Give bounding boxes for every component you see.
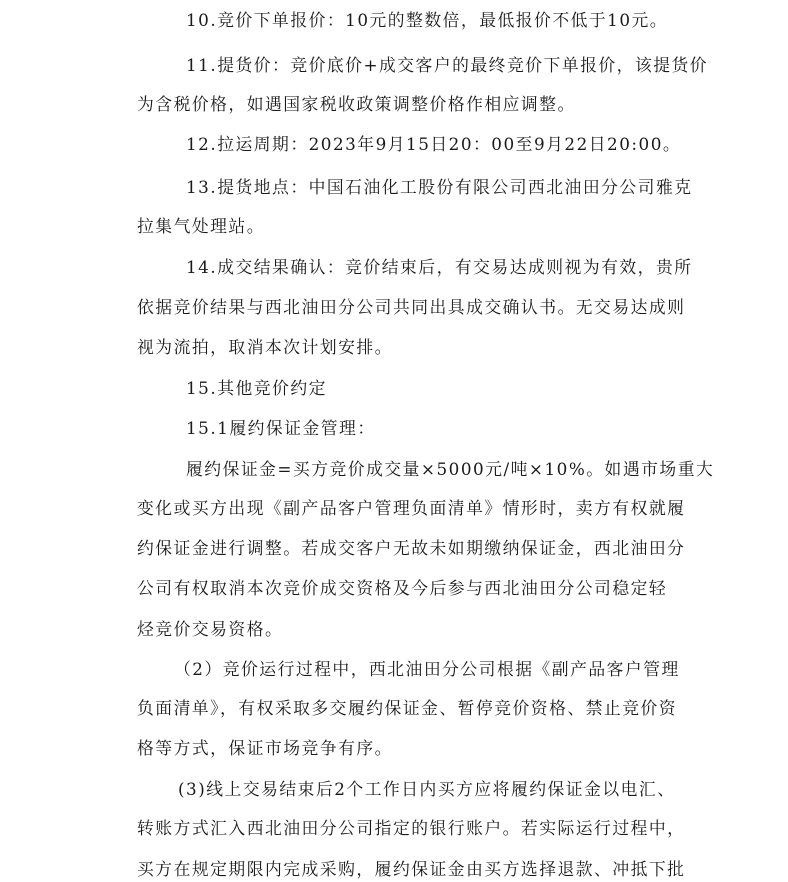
text-line-9: 视为流拍，取消本次计划安排。 [137,337,393,357]
text-line-21: 转账方式汇入西北油田分公司指定的银行账户。若实际运行过程中， [137,818,686,838]
text-line-12: 履约保证金=买方竞价成交量×5000元/吨×10%。如遇市场重大 [186,459,715,479]
text-line-10: 15.其他竞价约定 [186,378,327,398]
text-line-19: 格等方式，保证市场竞争有序。 [137,738,393,758]
text-line-18: 负面清单》，有权采取多交履约保证金、暂停竞价资格、禁止竞价资 [137,698,678,718]
text-line-2: 11.提货价：竞价底价+成交客户的最终竞价下单报价，该提货价 [186,55,709,75]
text-line-14: 约保证金进行调整。若成交客户无故未如期缴纳保证金，西北油田分 [137,538,686,558]
text-line-1: 10.竞价下单报价：10元的整数倍，最低报价不低于10元。 [186,10,669,30]
text-line-8: 依据竞价结果与西北油田分公司共同出具成交确认书。无交易达成则 [137,297,686,317]
text-line-11: 15.1履约保证金管理： [186,418,376,438]
text-line-16: 烃竞价交易资格。 [137,619,284,639]
text-line-17: （2）竞价运行过程中，西北油田分公司根据《副产品客户管理 [174,659,680,679]
text-line-7: 14.成交结果确认：竞价结束后，有交易达成则视为有效，贵所 [186,257,693,277]
text-line-20: (3)线上交易结束后2个工作日内买方应将履约保证金以电汇、 [178,779,676,799]
text-line-13: 变化或买方出现《副产品客户管理负面清单》情形时，卖方有权就履 [137,498,686,518]
text-line-15: 公司有权取消本次竞价成交资格及今后参与西北油田分公司稳定轻 [137,578,668,598]
text-line-6: 拉集气处理站。 [137,216,265,236]
text-line-3: 为含税价格，如遇国家税收政策调整价格作相应调整。 [137,94,576,114]
text-line-5: 13.提货地点：中国石油化工股份有限公司西北油田分公司雅克 [186,177,693,197]
text-line-22: 买方在规定期限内完成采购，履约保证金由买方选择退款、冲抵下批 [137,859,686,879]
text-line-4: 12.拉运周期：2023年9月15日20：00至9月22日20:00。 [186,134,682,154]
